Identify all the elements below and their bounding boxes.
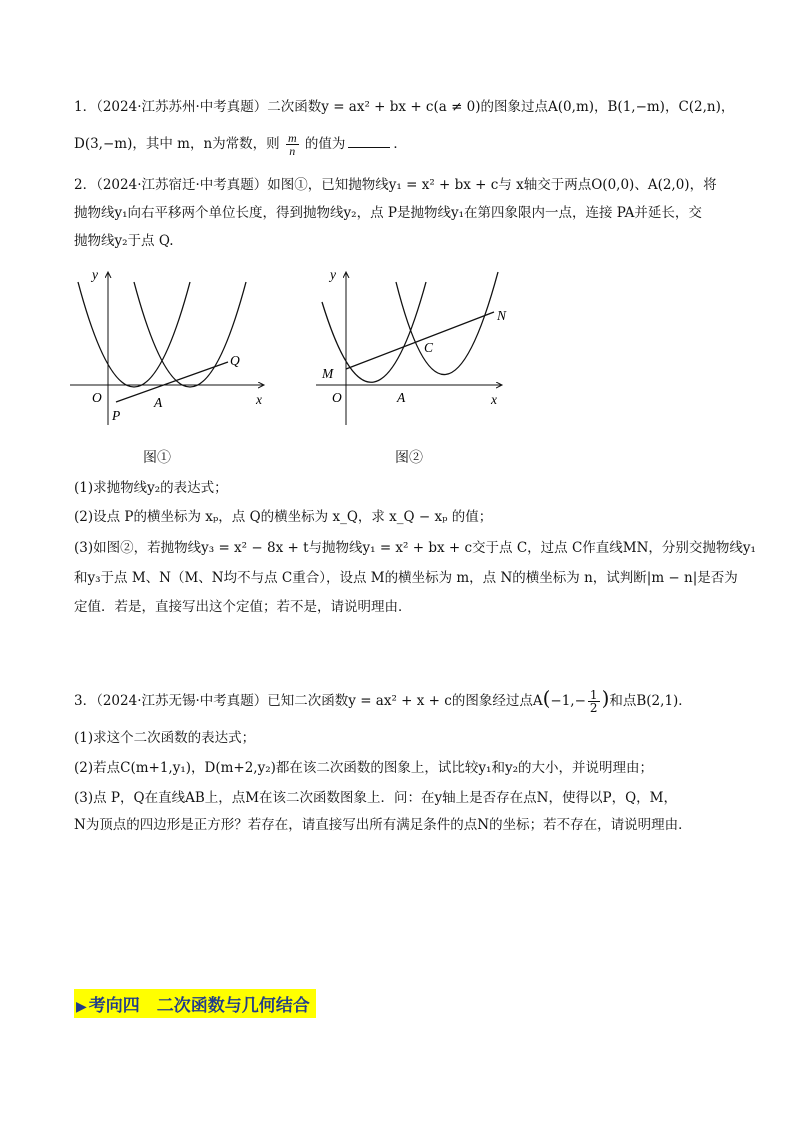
label-o: O <box>332 390 342 405</box>
q2-line3: 抛物线y₂于点 Q. <box>74 233 174 249</box>
q1-line1: 1．（2024·江苏苏州·中考真题）二次函数y = ax² + bx + c(a ≠ 0)的图象过点A(0,m)，B(1,−m)，C(2,n)， <box>74 99 735 115</box>
q3-sub3-line2: N为顶点的四边形是正方形？若存在，请直接写出所有满足条件的点N的坐标；若不存在，请说明理由． <box>74 817 692 833</box>
q1-line2-start: D(3,−m)，其中 m，n为常数，则 <box>74 136 280 152</box>
figure-1-graph <box>68 262 278 437</box>
q1-line2-mid: 的值为 <box>304 136 346 152</box>
figure-1-caption: 图① <box>143 450 171 466</box>
q2-sub1: (1)求抛物线y₂的表达式； <box>74 480 228 496</box>
line-mn <box>346 312 494 369</box>
q2-sub2: (2)设点 P的横坐标为 xₚ，点 Q的横坐标为 x_Q，求 x_Q − xₚ 的值； <box>74 509 493 525</box>
q1-frac-num: m <box>287 131 297 145</box>
line-pq <box>116 362 228 402</box>
label-p: P <box>112 408 121 423</box>
q3-sub2: (2)若点C(m+1,y₁)，D(m+2,y₂)都在该二次函数的图象上，试比较y₁和y₂的大小，并说明理由； <box>74 760 653 776</box>
q3-line1-end: 和点B(2,1)． <box>609 693 692 709</box>
parabola-y2 <box>134 282 246 387</box>
q3-point-a: −1,− <box>550 693 586 709</box>
label-a: A <box>154 395 163 410</box>
label-o: O <box>92 390 102 405</box>
q3-sub3-line1: (3)点 P，Q在直线AB上，点M在该二次函数图象上．问：在y轴上是否存在点N，使得以P，Q，M， <box>74 790 677 806</box>
label-c: C <box>424 340 434 355</box>
q3-frac-num: 1 <box>589 688 598 702</box>
parabola-y1 <box>78 282 190 387</box>
q2-sub3-line3: 定值．若是，直接写出这个定值；若不是，请说明理由． <box>74 599 412 615</box>
label-a: A <box>397 390 406 405</box>
figure-2-caption: 图② <box>395 450 423 466</box>
label-x: x <box>491 392 497 407</box>
q3-fraction <box>588 689 600 714</box>
parabola-y3 <box>396 272 498 375</box>
q3-line1-start: 3．（2024·江苏无锡·中考真题）已知二次函数y = ax² + x + c的图象经过点A <box>74 693 543 709</box>
label-q: Q <box>230 353 240 368</box>
label-y: y <box>330 267 336 282</box>
answer-blank[interactable] <box>348 147 390 148</box>
figure-2 <box>306 262 516 441</box>
q2-line2: 抛物线y₁向右平移两个单位长度，得到抛物线y₂，点 P是抛物线y₁在第四象限内一点，连接 PA并延长，交 <box>74 205 702 221</box>
label-m: M <box>322 366 334 381</box>
q3-frac-den: 2 <box>589 701 598 715</box>
label-y: y <box>92 267 98 282</box>
figure-1 <box>68 262 278 441</box>
section-title: 考向四 二次函数与几何结合 <box>88 996 310 1016</box>
label-x: x <box>256 392 262 407</box>
q3-sub1: (1)求这个二次函数的表达式； <box>74 730 256 746</box>
q1-frac-den: n <box>289 144 296 158</box>
q1-fraction <box>286 132 299 157</box>
section-heading <box>74 989 316 1018</box>
q2-sub3-line1: (3)如图②，若抛物线y₃ = x² − 8x + t与抛物线y₁ = x² + bx + c交于点 C，过点 C作直线MN，分别交抛物线y₁ <box>74 540 756 556</box>
section-marker-icon: ▶ <box>76 999 87 1015</box>
figure-2-graph <box>306 262 516 437</box>
q2-line1: 2．（2024·江苏宿迁·中考真题）如图①，已知抛物线y₁ = x² + bx + c与 x轴交于两点O(0,0)、A(2,0)，将 <box>74 177 717 193</box>
q3-line1: 3．（2024·江苏无锡·中考真题）已知二次函数y = ax² + x + c的图象经过点A(−1,− $\frac{1}{2}$ )和点B(2,1)． <box>74 686 692 715</box>
q1-line2 <box>74 132 754 157</box>
q2-sub3-line2: 和y₃于点 M、N（M、N均不与点 C重合），设点 M的横坐标为 m，点 N的横坐标为 n，试判断|m − n|是否为 <box>74 570 738 586</box>
q1-line2-end: ． <box>393 136 407 152</box>
parabola-y1 <box>322 282 426 382</box>
label-n: N <box>497 308 507 323</box>
